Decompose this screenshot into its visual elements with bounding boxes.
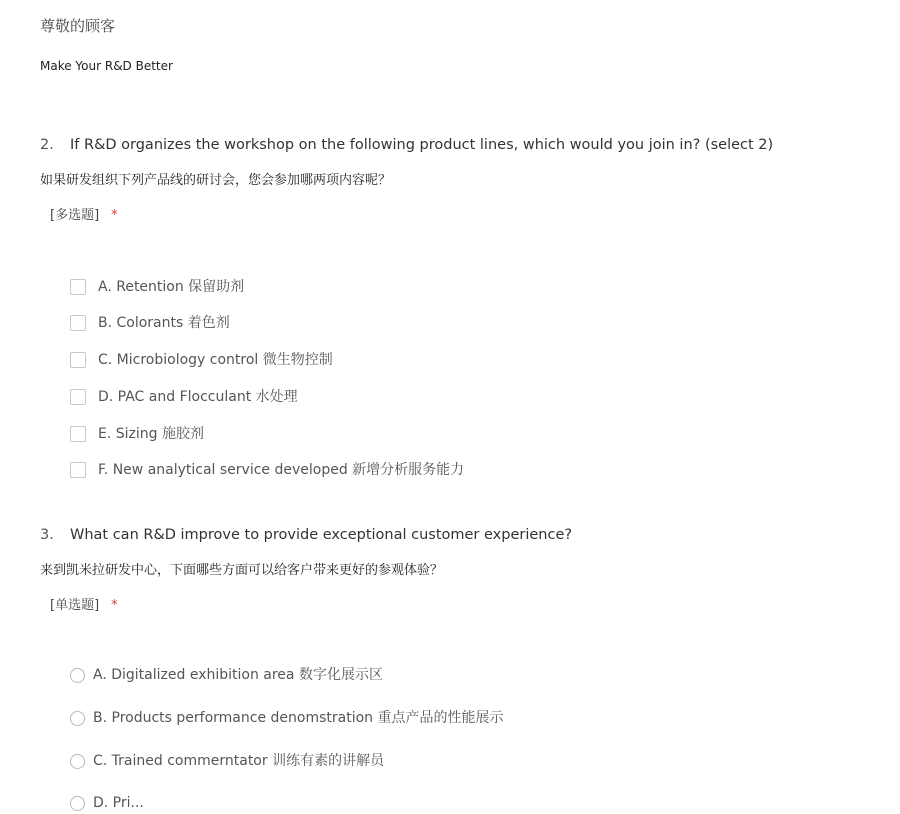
option-label: A. Digitalized exhibition area 数字化展示区 bbox=[93, 667, 383, 683]
required-mark: * bbox=[111, 598, 118, 613]
question-subtitle: 来到凯米拉研发中心，下面哪些方面可以给客户带来更好的参观体验？ bbox=[40, 563, 444, 578]
checkbox-icon[interactable] bbox=[70, 315, 86, 331]
option-microbiology-control[interactable] bbox=[70, 349, 333, 371]
question-text: If R&D organizes the workshop on the following product lines, which would you join in? (select 2) bbox=[70, 137, 774, 153]
option-label: B. Colorants 着色剂 bbox=[98, 315, 230, 331]
option-colorants[interactable] bbox=[70, 312, 230, 334]
option-label: F. New analytical service developed 新增分析服务能力 bbox=[98, 462, 465, 478]
checkbox-icon[interactable] bbox=[70, 352, 86, 368]
option-retention[interactable] bbox=[70, 276, 244, 298]
radio-icon[interactable] bbox=[70, 796, 85, 811]
question-subtitle: 如果研发组织下列产品线的研讨会，您会参加哪两项内容呢？ bbox=[40, 173, 392, 188]
question-text: What can R&D improve to provide exceptional customer experience? bbox=[70, 527, 573, 543]
option-label: D. PAC and Flocculant 水处理 bbox=[98, 389, 298, 405]
question-type bbox=[50, 206, 118, 226]
required-mark: * bbox=[111, 208, 118, 223]
question-title bbox=[40, 525, 572, 545]
question-number: 3. bbox=[40, 527, 54, 543]
checkbox-icon[interactable] bbox=[70, 462, 86, 478]
checkbox-icon[interactable] bbox=[70, 279, 86, 295]
question-type-label: [多选题] bbox=[50, 208, 100, 223]
option-label: B. Products performance denomstration 重点产品的性能展示 bbox=[93, 710, 504, 726]
question-type-label: [单选题] bbox=[50, 598, 100, 613]
radio-icon[interactable] bbox=[70, 754, 85, 769]
option-trained-commentator[interactable] bbox=[70, 750, 384, 772]
survey-subtitle: Make Your R&D Better bbox=[40, 59, 173, 73]
checkbox-icon[interactable] bbox=[70, 389, 86, 405]
option-products-performance[interactable] bbox=[70, 707, 503, 729]
survey-title: 尊敬的顾客 bbox=[40, 17, 116, 35]
question-title bbox=[40, 135, 773, 155]
question-number: 2. bbox=[40, 137, 54, 153]
option-digitalized-exhibition[interactable] bbox=[70, 664, 383, 686]
option-label: D. Pri... bbox=[93, 795, 144, 811]
radio-icon[interactable] bbox=[70, 711, 85, 726]
option-analytical-service[interactable] bbox=[70, 459, 464, 481]
option-pac-flocculant[interactable] bbox=[70, 386, 298, 408]
option-label: E. Sizing 施胶剂 bbox=[98, 426, 204, 442]
option-label: C. Trained commerntator 训练有素的讲解员 bbox=[93, 753, 385, 769]
radio-icon[interactable] bbox=[70, 668, 85, 683]
checkbox-icon[interactable] bbox=[70, 426, 86, 442]
option-d[interactable] bbox=[70, 792, 144, 814]
option-label: A. Retention 保留助剂 bbox=[98, 279, 245, 295]
question-type bbox=[50, 596, 118, 616]
option-sizing[interactable] bbox=[70, 423, 204, 445]
option-label: C. Microbiology control 微生物控制 bbox=[98, 352, 333, 368]
